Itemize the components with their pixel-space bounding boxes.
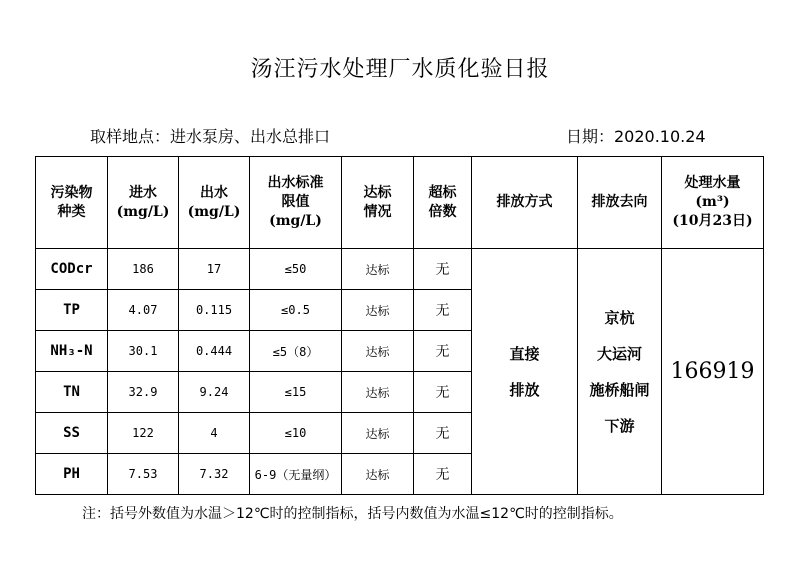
header-discharge-destination: 排放去向 <box>578 157 662 249</box>
header-standard-limit: 出水标准 限值 (mg/L) <box>250 157 342 249</box>
status-cell: 达标 <box>342 372 414 413</box>
limit-cell: 6-9（无量纲） <box>250 454 342 495</box>
volume-cell: 166919 <box>662 249 764 495</box>
limit-cell: ≤10 <box>250 413 342 454</box>
influent-cell: 4.07 <box>108 290 179 331</box>
influent-cell: 30.1 <box>108 331 179 372</box>
limit-cell: ≤5（8） <box>250 331 342 372</box>
discharge-method-cell: 直接 排放 <box>472 249 578 495</box>
pollutant-cell: CODcr <box>36 249 108 290</box>
pollutant-cell: TP <box>36 290 108 331</box>
influent-cell: 122 <box>108 413 179 454</box>
status-cell: 达标 <box>342 290 414 331</box>
limit-cell: ≤15 <box>250 372 342 413</box>
pollutant-cell: SS <box>36 413 108 454</box>
influent-cell: 7.53 <box>108 454 179 495</box>
exceed-cell: 无 <box>414 413 472 454</box>
exceed-cell: 无 <box>414 331 472 372</box>
status-cell: 达标 <box>342 331 414 372</box>
header-compliance: 达标 情况 <box>342 157 414 249</box>
effluent-cell: 0.444 <box>179 331 250 372</box>
discharge-destination-cell: 京杭 大运河 施桥船闸 下游 <box>578 249 662 495</box>
effluent-cell: 0.115 <box>179 290 250 331</box>
sampling-location: 取样地点：进水泵房、出水总排口 <box>90 127 331 146</box>
effluent-cell: 9.24 <box>179 372 250 413</box>
limit-cell: ≤50 <box>250 249 342 290</box>
exceed-cell: 无 <box>414 249 472 290</box>
limit-cell: ≤0.5 <box>250 290 342 331</box>
header-exceed: 超标 倍数 <box>414 157 472 249</box>
exceed-cell: 无 <box>414 290 472 331</box>
status-cell: 达标 <box>342 413 414 454</box>
influent-cell: 32.9 <box>108 372 179 413</box>
report-title: 汤汪污水处理厂水质化验日报 <box>250 57 550 82</box>
water-quality-table <box>35 156 764 495</box>
header-row <box>36 157 764 249</box>
footnote: 注：括号外数值为水温＞12℃时的控制指标，括号内数值为水温≤12℃时的控制指标。 <box>82 506 623 522</box>
pollutant-cell: TN <box>36 372 108 413</box>
effluent-cell: 7.32 <box>179 454 250 495</box>
header-effluent: 出水 (mg/L) <box>179 157 250 249</box>
status-cell: 达标 <box>342 249 414 290</box>
table-row <box>36 249 764 290</box>
effluent-cell: 4 <box>179 413 250 454</box>
header-pollutant: 污染物 种类 <box>36 157 108 249</box>
pollutant-cell: NH₃-N <box>36 331 108 372</box>
report-date: 日期：2020.10.24 <box>566 127 706 146</box>
header-influent: 进水 (mg/L) <box>108 157 179 249</box>
effluent-cell: 17 <box>179 249 250 290</box>
exceed-cell: 无 <box>414 454 472 495</box>
header-discharge-method: 排放方式 <box>472 157 578 249</box>
status-cell: 达标 <box>342 454 414 495</box>
pollutant-cell: PH <box>36 454 108 495</box>
exceed-cell: 无 <box>414 372 472 413</box>
influent-cell: 186 <box>108 249 179 290</box>
header-volume: 处理水量 (m³) (10月23日) <box>662 157 764 249</box>
